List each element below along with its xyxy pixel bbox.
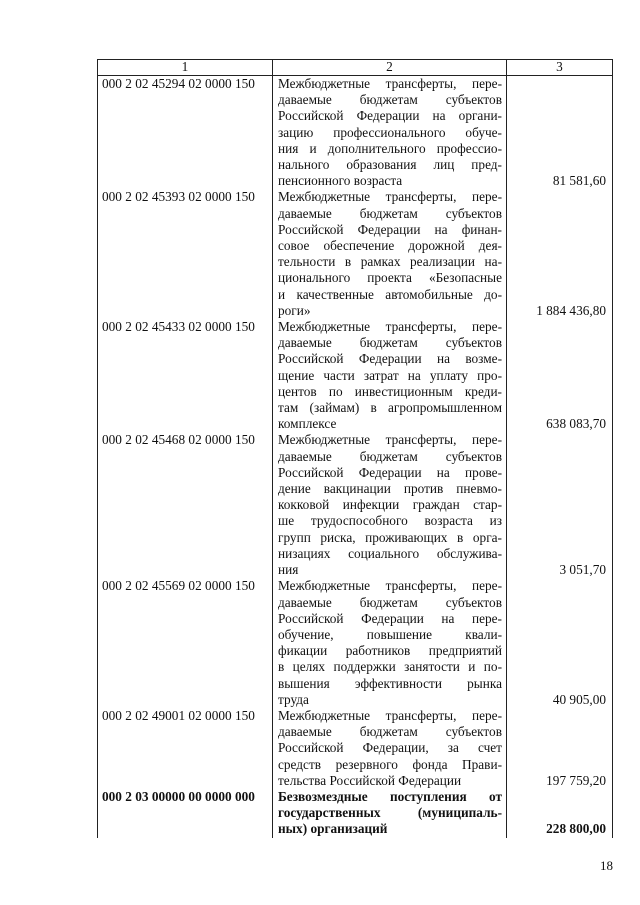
column-header-1: 1 bbox=[98, 60, 273, 76]
description-line: ше трудоспособного возраста из bbox=[278, 513, 502, 529]
description-line: даваемые бюджетам субъектов bbox=[278, 724, 502, 740]
income-description bbox=[273, 432, 507, 578]
description-line: зацию профессионального обуче- bbox=[278, 124, 502, 140]
income-description bbox=[273, 189, 507, 319]
description-line: труда bbox=[278, 691, 309, 707]
classification-code: 000 2 02 45569 02 0000 150 bbox=[98, 578, 273, 708]
description-line: Безвозмездные поступления от bbox=[278, 788, 502, 804]
column-header-2: 2 bbox=[273, 60, 507, 76]
budget-table bbox=[97, 59, 613, 838]
description-line: даваемые бюджетам субъектов bbox=[278, 205, 502, 221]
page-number: 18 bbox=[600, 858, 613, 873]
description-line: тельности в рамках реализации на- bbox=[278, 254, 502, 270]
income-description bbox=[273, 319, 507, 432]
description-line: Российской Федерации на прове- bbox=[278, 464, 502, 480]
description-line: комплексе bbox=[278, 416, 337, 432]
description-line: Межбюджетные трансферты, пере- bbox=[278, 189, 502, 205]
amount: 81 581,60 bbox=[507, 76, 613, 190]
description-line: роги» bbox=[278, 302, 311, 318]
description-line: нального образования лиц пред- bbox=[278, 157, 502, 173]
income-description bbox=[273, 789, 507, 838]
table-row bbox=[98, 189, 613, 319]
description-line: пенсионного возраста bbox=[278, 173, 403, 189]
income-description bbox=[273, 708, 507, 789]
table-row bbox=[98, 789, 613, 838]
description-line: государственных (муниципаль- bbox=[278, 805, 502, 821]
description-line: даваемые бюджетам субъектов bbox=[278, 92, 502, 108]
description-line: низациях социального обслужива- bbox=[278, 545, 502, 561]
description-line: даваемые бюджетам субъектов bbox=[278, 448, 502, 464]
description-line: и качественные автомобильные до- bbox=[278, 286, 502, 302]
description-line: центов по инвестиционным креди- bbox=[278, 383, 502, 399]
description-line: Российской Федерации на органи- bbox=[278, 108, 502, 124]
amount: 228 800,00 bbox=[507, 789, 613, 838]
description-line: даваемые бюджетам субъектов bbox=[278, 594, 502, 610]
classification-code: 000 2 03 00000 00 0000 000 bbox=[98, 789, 273, 838]
description-line: ных) организаций bbox=[278, 821, 388, 837]
description-line: фикации работников предприятий bbox=[278, 643, 502, 659]
amount: 40 905,00 bbox=[507, 578, 613, 708]
description-line: в целях поддержки занятости и по- bbox=[278, 659, 502, 675]
description-line: там (займам) в агропромышленном bbox=[278, 400, 502, 416]
description-line: Межбюджетные трансферты, пере- bbox=[278, 707, 502, 723]
classification-code: 000 2 02 49001 02 0000 150 bbox=[98, 708, 273, 789]
income-description bbox=[273, 578, 507, 708]
description-line: дение вакцинации против пневмо- bbox=[278, 481, 502, 497]
table-row bbox=[98, 432, 613, 578]
amount: 1 884 436,80 bbox=[507, 189, 613, 319]
income-description bbox=[273, 76, 507, 190]
table-row bbox=[98, 319, 613, 432]
description-line: ционального проекта «Безопасные bbox=[278, 270, 502, 286]
header-row bbox=[98, 60, 613, 76]
amount: 638 083,70 bbox=[507, 319, 613, 432]
description-line: ния bbox=[278, 562, 299, 578]
description-line: даваемые бюджетам субъектов bbox=[278, 335, 502, 351]
classification-code: 000 2 02 45433 02 0000 150 bbox=[98, 319, 273, 432]
description-line: Российской Федерации на пере- bbox=[278, 610, 502, 626]
classification-code: 000 2 02 45468 02 0000 150 bbox=[98, 432, 273, 578]
description-line: Межбюджетные трансферты, пере- bbox=[278, 432, 502, 448]
description-line: кокковой инфекции граждан стар- bbox=[278, 497, 502, 513]
description-line: Межбюджетные трансферты, пере- bbox=[278, 76, 502, 91]
classification-code: 000 2 02 45393 02 0000 150 bbox=[98, 189, 273, 319]
description-line: тельства Российской Федерации bbox=[278, 772, 462, 788]
table-row bbox=[98, 578, 613, 708]
description-line: вышения эффективности рынка bbox=[278, 675, 502, 691]
table-row bbox=[98, 708, 613, 789]
description-line: совое обеспечение дорожной дея- bbox=[278, 238, 502, 254]
description-line: средств резервного фонда Прави- bbox=[278, 756, 502, 772]
table-body bbox=[98, 76, 613, 838]
description-line: щение части затрат на уплату про- bbox=[278, 367, 502, 383]
description-line: Российской Федерации на финан- bbox=[278, 221, 502, 237]
description-line: Российской Федерации, за счет bbox=[278, 740, 502, 756]
column-header-3: 3 bbox=[507, 60, 613, 76]
description-line: обучение, повышение квали- bbox=[278, 626, 502, 642]
amount: 197 759,20 bbox=[507, 708, 613, 789]
description-line: Межбюджетные трансферты, пере- bbox=[278, 578, 502, 594]
description-line: Российской Федерации на возме- bbox=[278, 351, 502, 367]
amount: 3 051,70 bbox=[507, 432, 613, 578]
description-line: групп риска, проживающих в орга- bbox=[278, 529, 502, 545]
description-line: Межбюджетные трансферты, пере- bbox=[278, 319, 502, 335]
description-line: ния и дополнительного профессио- bbox=[278, 140, 502, 156]
classification-code: 000 2 02 45294 02 0000 150 bbox=[98, 76, 273, 190]
table-row bbox=[98, 76, 613, 190]
